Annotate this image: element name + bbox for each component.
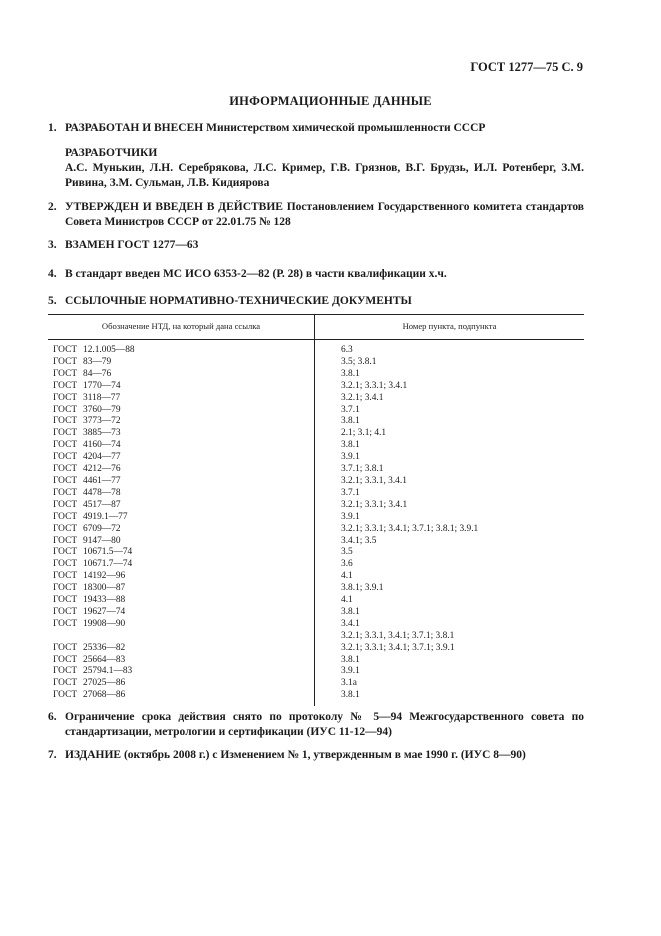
section-number: 6. — [48, 711, 57, 723]
document-prefix: ГОСТ — [53, 368, 78, 379]
table-row — [48, 381, 584, 393]
table-row — [48, 464, 584, 476]
table-row — [48, 393, 584, 405]
table-row — [48, 678, 584, 690]
cell-clauses: 3.1а — [341, 678, 357, 689]
table-row — [48, 488, 584, 500]
document-prefix: ГОСТ — [53, 416, 78, 427]
document-prefix: ГОСТ — [53, 392, 78, 403]
cell-clauses: 3.2.1; 3.3.1; 3.4.1; 3.7.1; 3.8.1; 3.9.1 — [341, 523, 479, 534]
cell-document — [48, 690, 315, 706]
table-row — [48, 631, 584, 643]
document-prefix: ГОСТ — [53, 666, 78, 677]
document-prefix: ГОСТ — [53, 547, 78, 558]
table-row — [48, 571, 584, 583]
document-prefix: ГОСТ — [53, 404, 78, 415]
document-prefix: ГОСТ — [53, 428, 78, 439]
document-prefix: ГОСТ — [53, 464, 78, 475]
document-number: 4212—76 — [83, 464, 121, 475]
cell-document — [48, 559, 315, 571]
table-row — [48, 607, 584, 619]
cell-document — [48, 500, 315, 512]
cell-clauses: 3.2.1; 3.4.1 — [341, 392, 384, 403]
cell-document — [48, 340, 315, 357]
section-text: (октябрь 2008 г.) с Изменением № 1, утвержденным в мае 1990 г. (ИУС 8—90) — [121, 749, 526, 761]
document-number: 6709—72 — [83, 523, 121, 534]
table-row — [48, 476, 584, 488]
references-table — [48, 314, 584, 706]
cell-document — [48, 452, 315, 464]
document-prefix: ГОСТ — [53, 678, 78, 689]
section-5 — [48, 294, 584, 309]
document-number: 18300—87 — [83, 583, 126, 594]
cell-clauses: 3.8.1 — [341, 368, 360, 379]
section-text: Ограничение срока действия снято по протоколу № 5—94 Межгосударственного совета по стандартизации, метрологии и сертификации (ИУС 11-12—94) — [65, 711, 584, 738]
document-number: 3760—79 — [83, 404, 121, 415]
section-number: 4. — [48, 268, 57, 280]
cell-clauses: 3.5 — [341, 547, 353, 558]
cell-document — [48, 512, 315, 524]
table-row — [48, 524, 584, 536]
column-header-document: Обозначение НТД, на который дана ссылка — [48, 315, 315, 340]
table-row — [48, 452, 584, 464]
page-title: ИНФОРМАЦИОННЫЕ ДАННЫЕ — [229, 94, 432, 108]
table-row — [48, 357, 584, 369]
document-prefix: ГОСТ — [53, 535, 78, 546]
document-number: 3773—72 — [83, 416, 121, 427]
section-7 — [48, 748, 584, 763]
running-header: ГОСТ 1277—75 С. 9 — [470, 60, 583, 74]
document-number: 9147—80 — [83, 535, 121, 546]
cell-document — [48, 488, 315, 500]
cell-clauses: 3.2.1; 3.3.1, 3.4.1; 3.7.1; 3.8.1 — [341, 630, 455, 641]
cell-clauses: 3.8.1 — [341, 440, 360, 451]
document-number: 25794.1—83 — [83, 666, 133, 677]
document-prefix: ГОСТ — [53, 380, 78, 391]
table-row — [48, 690, 584, 706]
section-lead: ВЗАМЕН ГОСТ 1277—63 — [65, 239, 199, 251]
section-text: Постановлением Государственного комитета стандартов Совета Министров СССР от 22.01.75 № 128 — [65, 201, 584, 228]
section-1 — [48, 121, 584, 136]
cell-document — [48, 464, 315, 476]
cell-document — [48, 643, 315, 655]
document-prefix: ГОСТ — [53, 642, 78, 653]
cell-clauses: 3.8.1 — [341, 416, 360, 427]
document-number: 19908—90 — [83, 618, 126, 629]
section-text: В стандарт введен МС ИСО 6353-2—82 (Р. 28) в части квалификации х.ч. — [65, 268, 447, 280]
cell-document — [48, 631, 315, 643]
column-header-clauses: Номер пункта, подпункта — [315, 315, 585, 340]
cell-document — [48, 524, 315, 536]
cell-clauses: 3.8.1 — [341, 606, 360, 617]
cell-clauses: 3.4.1 — [341, 618, 360, 629]
document-number: 10671.7—74 — [83, 559, 133, 570]
document-number: 27068—86 — [83, 690, 126, 701]
document-prefix: ГОСТ — [53, 356, 78, 367]
cell-document — [48, 405, 315, 417]
document-prefix: ГОСТ — [53, 618, 78, 629]
document-prefix: ГОСТ — [53, 511, 78, 522]
cell-document — [48, 536, 315, 548]
table-row — [48, 536, 584, 548]
section-3 — [48, 238, 584, 253]
document-number: 19433—88 — [83, 595, 126, 606]
cell-clauses: 3.7.1 — [341, 487, 360, 498]
table-row — [48, 583, 584, 595]
document-number: 12.1.005—88 — [83, 345, 135, 355]
cell-clauses: 3.4.1; 3.5 — [341, 535, 377, 546]
document-prefix: ГОСТ — [53, 654, 78, 665]
developers-names: А.С. Мунькин, Л.Н. Серебрякова, Л.С. Кример, Г.В. Грязнов, В.Г. Брудзь, И.Л. Ротенберг, З.М. Ривина, З.М. Сульман, Л.В. Кидиярова — [65, 162, 584, 189]
document-number: 4517—87 — [83, 499, 121, 510]
cell-clauses: 3.2.1; 3.3.1; 3.4.1 — [341, 380, 408, 391]
cell-clauses: 3.7.1 — [341, 404, 360, 415]
section-4 — [48, 267, 584, 282]
cell-clauses: 3.5; 3.8.1 — [341, 356, 377, 367]
cell-document — [48, 571, 315, 583]
cell-document — [48, 607, 315, 619]
cell-clauses: 6.3 — [341, 345, 353, 355]
document-number: 3118—77 — [83, 392, 121, 403]
cell-document — [48, 416, 315, 428]
table-row — [48, 666, 584, 678]
document-prefix: ГОСТ — [53, 690, 78, 701]
document-prefix: ГОСТ — [53, 440, 78, 451]
table-row — [48, 655, 584, 667]
document-prefix: ГОСТ — [53, 345, 78, 355]
table-row — [48, 595, 584, 607]
document-number: 4160—74 — [83, 440, 121, 451]
section-lead: УТВЕРЖДЕН И ВВЕДЕН В ДЕЙСТВИЕ — [65, 201, 283, 213]
document-prefix: ГОСТ — [53, 475, 78, 486]
section-lead: ИЗДАНИЕ — [65, 749, 122, 761]
cell-document — [48, 357, 315, 369]
document-prefix: ГОСТ — [53, 487, 78, 498]
cell-clauses: 3.2.1; 3.3.1; 3.4.1; 3.7.1; 3.9.1 — [341, 642, 455, 653]
table-row — [48, 416, 584, 428]
cell-document — [48, 678, 315, 690]
section-number: 2. — [48, 201, 57, 213]
document-number: 10671.5—74 — [83, 547, 133, 558]
cell-document — [48, 369, 315, 381]
cell-clauses: 3.7.1; 3.8.1 — [341, 464, 384, 475]
document-prefix: ГОСТ — [53, 523, 78, 534]
document-number: 25664—83 — [83, 654, 126, 665]
document-number: 83—79 — [83, 356, 112, 367]
table-row — [48, 512, 584, 524]
cell-clauses: 3.8.1 — [341, 654, 360, 665]
section-lead: ССЫЛОЧНЫЕ НОРМАТИВНО-ТЕХНИЧЕСКИЕ ДОКУМЕНТЫ — [65, 295, 412, 307]
cell-document — [48, 583, 315, 595]
cell-document — [48, 655, 315, 667]
table-row — [48, 500, 584, 512]
table-row — [48, 340, 584, 357]
document-number: 14192—96 — [83, 571, 126, 582]
cell-clauses: 4.1 — [341, 595, 353, 606]
table-row — [48, 428, 584, 440]
cell-document — [48, 547, 315, 559]
document-number: 84—76 — [83, 368, 112, 379]
document-prefix: ГОСТ — [53, 499, 78, 510]
document-number: 3885—73 — [83, 428, 121, 439]
section-number: 3. — [48, 239, 57, 251]
table-row — [48, 547, 584, 559]
cell-clauses: 3.2.1; 3.3.1; 3.4.1 — [341, 499, 408, 510]
cell-document — [48, 393, 315, 405]
document-number: 4204—77 — [83, 452, 121, 463]
table-row — [48, 619, 584, 631]
document-prefix: ГОСТ — [53, 571, 78, 582]
document-prefix: ГОСТ — [53, 595, 78, 606]
table-row — [48, 369, 584, 381]
table-header-row — [48, 315, 584, 340]
document-number: 25336—82 — [83, 642, 126, 653]
cell-document — [48, 428, 315, 440]
cell-document — [48, 476, 315, 488]
table-row — [48, 405, 584, 417]
cell-clauses: 4.1 — [341, 571, 353, 582]
document-number: 19627—74 — [83, 606, 126, 617]
section-number: 7. — [48, 749, 57, 761]
cell-clauses: 3.2.1; 3.3.1, 3.4.1 — [341, 475, 407, 486]
table-row — [48, 559, 584, 571]
cell-clauses: 3.8.1; 3.9.1 — [341, 583, 384, 594]
cell-document — [48, 595, 315, 607]
section-2 — [48, 200, 584, 230]
cell-clauses: 3.9.1 — [341, 452, 360, 463]
table-row — [48, 643, 584, 655]
document-prefix: ГОСТ — [53, 452, 78, 463]
document-prefix: ГОСТ — [53, 606, 78, 617]
section-lead: РАЗРАБОТАН И ВНЕСЕН — [65, 122, 204, 134]
cell-clauses: 3.8.1 — [341, 690, 360, 701]
section-6 — [48, 710, 584, 740]
cell-document — [48, 619, 315, 631]
section-number: 5. — [48, 295, 57, 307]
cell-clauses: 3.6 — [341, 559, 353, 570]
section-number: 1. — [48, 122, 57, 134]
cell-document — [48, 440, 315, 452]
document-number: 4461—77 — [83, 475, 121, 486]
developers-heading: РАЗРАБОТЧИКИ — [65, 147, 158, 159]
document-number: 4478—78 — [83, 487, 121, 498]
developers-block — [48, 146, 584, 191]
table-row — [48, 440, 584, 452]
cell-document — [48, 666, 315, 678]
document-number: 1770—74 — [83, 380, 121, 391]
document-number: 27025—86 — [83, 678, 126, 689]
section-text: Министерством химической промышленности СССР — [203, 122, 486, 134]
document-number: 4919.1—77 — [83, 511, 128, 522]
cell-document — [48, 381, 315, 393]
document-prefix: ГОСТ — [53, 583, 78, 594]
cell-clauses: 2.1; 3.1; 4.1 — [341, 428, 387, 439]
table-body — [48, 340, 584, 707]
document-prefix: ГОСТ — [53, 559, 78, 570]
cell-clauses: 3.9.1 — [341, 666, 360, 677]
cell-clauses: 3.9.1 — [341, 511, 360, 522]
